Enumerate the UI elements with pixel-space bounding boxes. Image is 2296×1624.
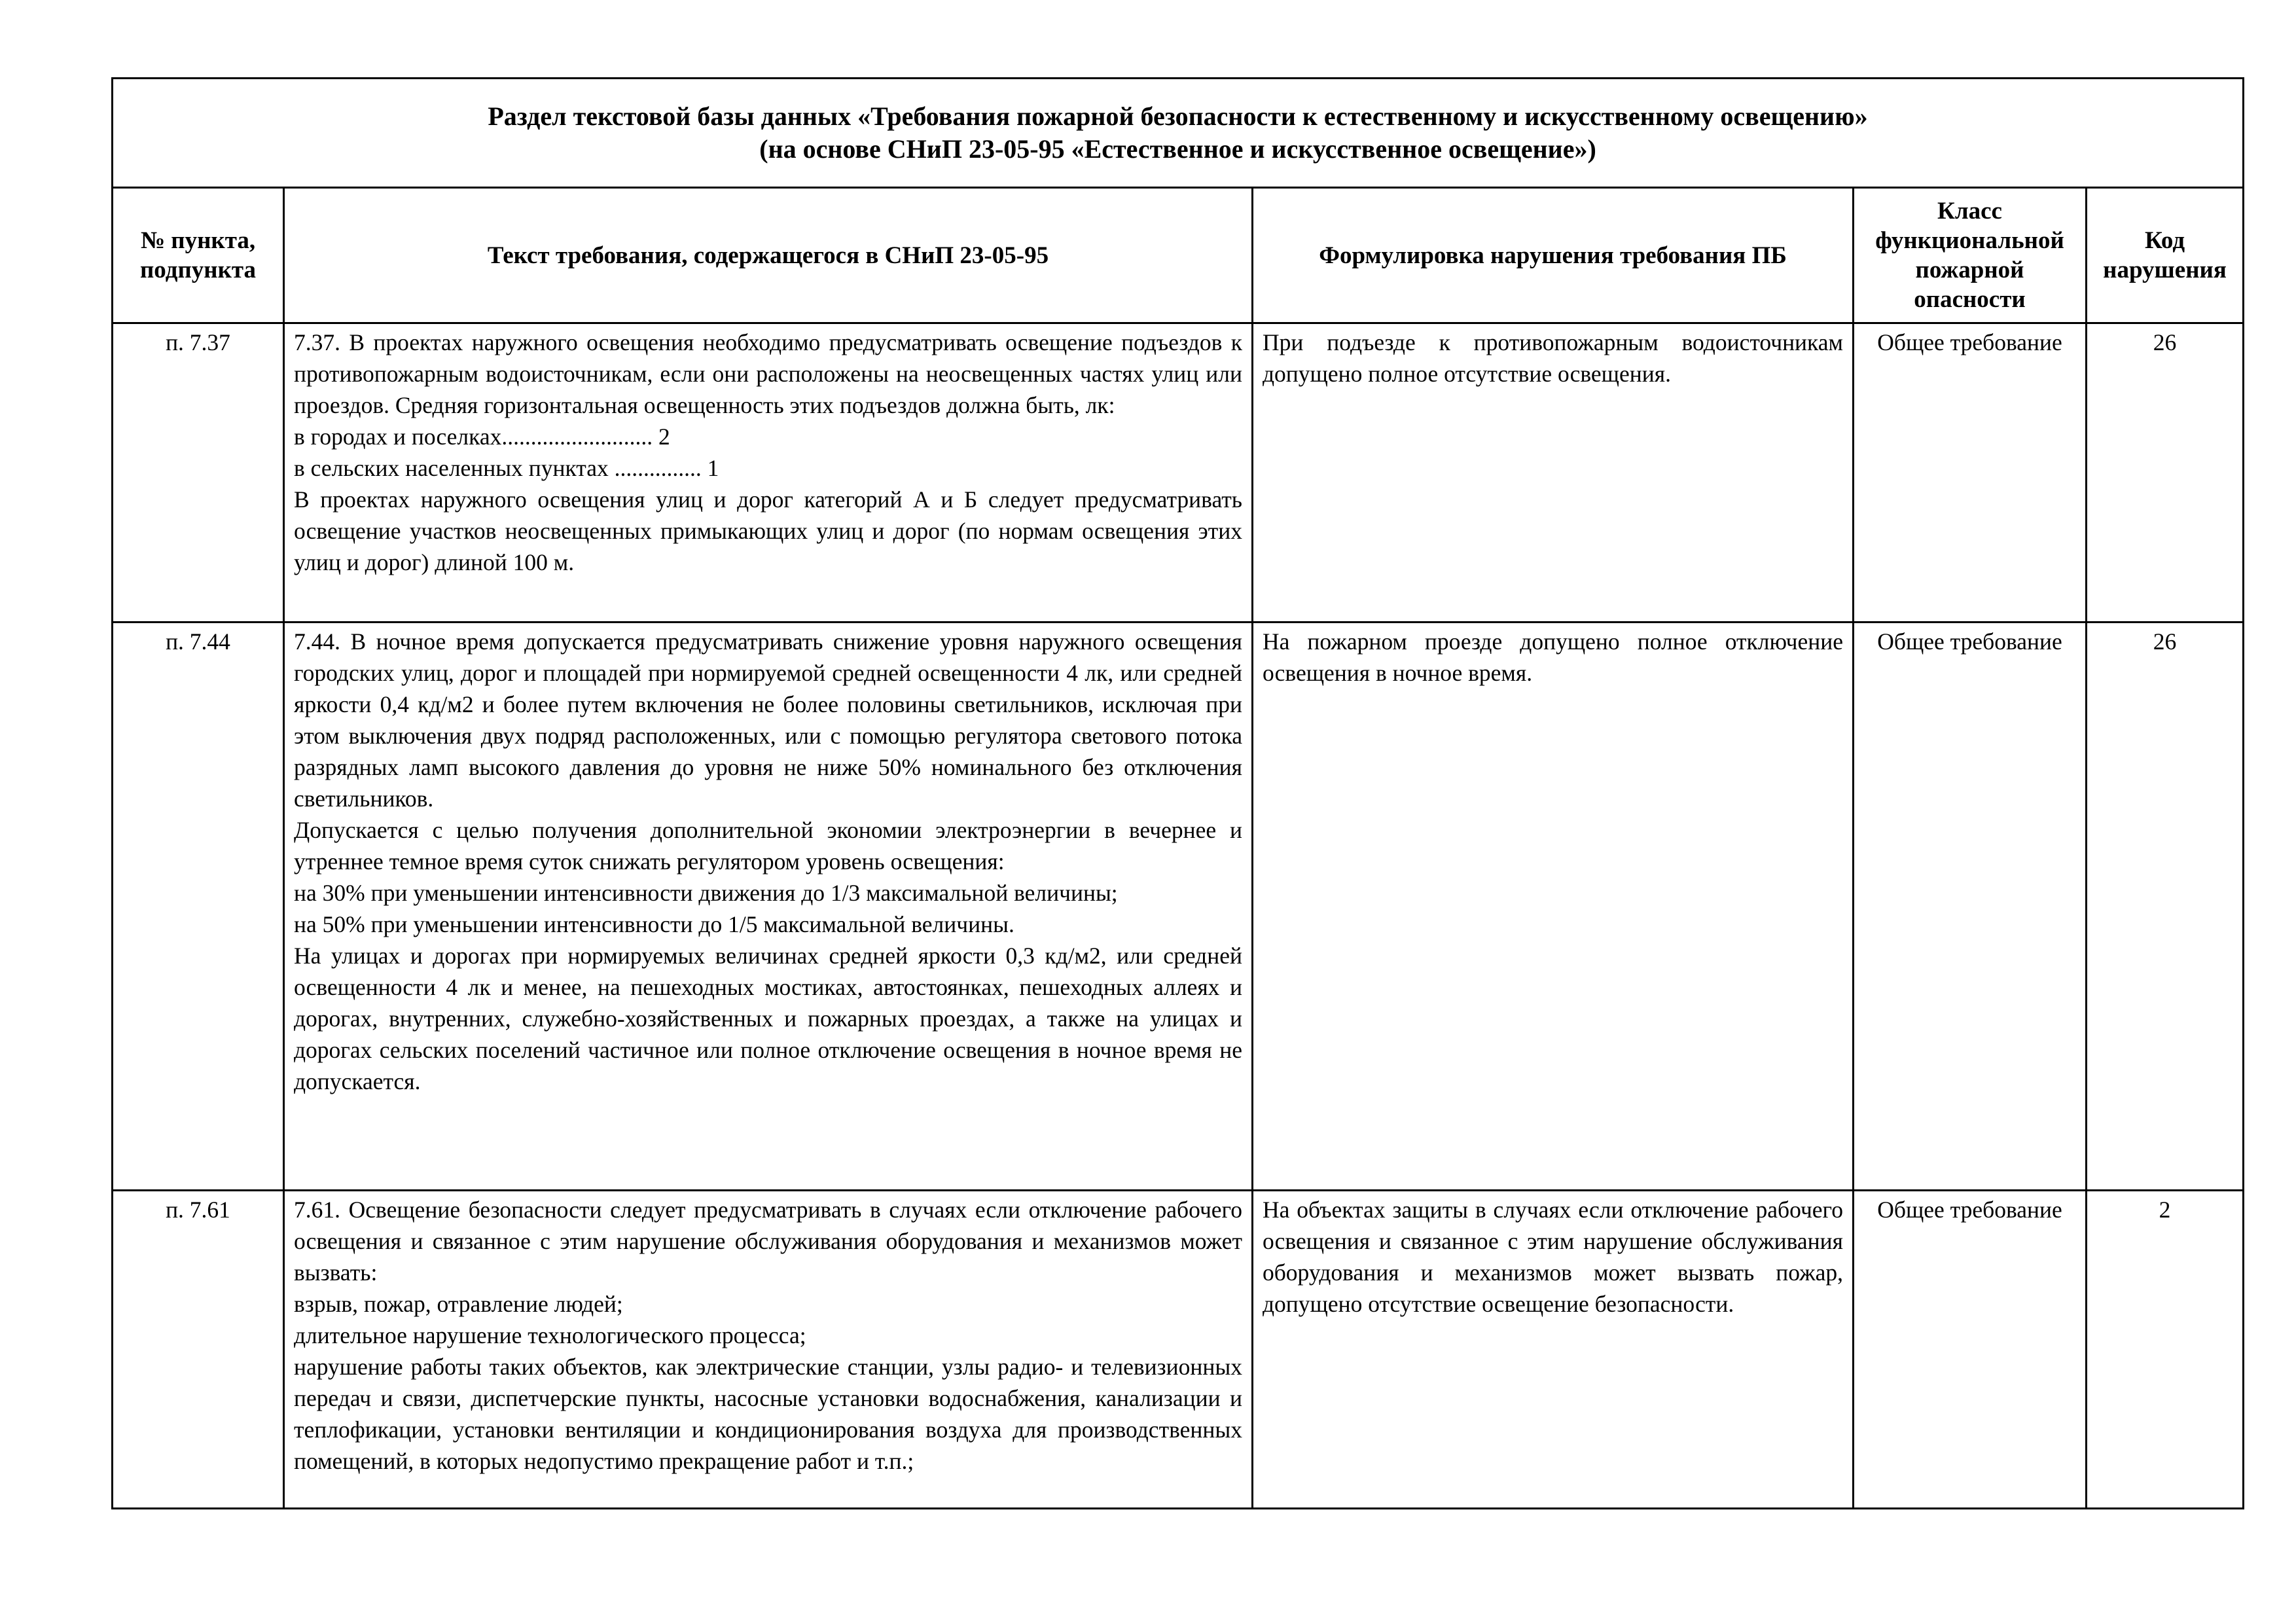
row-requirement	[284, 323, 1253, 623]
requirement-paragraph: 7.61. Освещение безопасности следует предусматривать в случаях если отключение рабочего освещения и связанное с этим нарушение обслуживания оборудования и механизмов может вызвать:	[294, 1197, 1248, 1286]
row-num: п. 7.61	[113, 1191, 284, 1509]
row-violation: На объектах защиты в случаях если отключение рабочего освещения и связанное с этим нарушение обслуживания оборудования и механизмов может вызвать пожар, допущено отсутствие освещение безопасности.	[1253, 1191, 1854, 1509]
title-line-2: (на основе СНиП 23-05-95 «Естественное и искусственное освещение»)	[759, 134, 1596, 164]
requirement-paragraph: взрыв, пожар, отравление людей;	[294, 1291, 623, 1317]
header-violation: Формулировка нарушения требования ПБ	[1253, 188, 1854, 323]
requirement-paragraph: В проектах наружного освещения улиц и дорог категорий А и Б следует предусматривать освещение участков неосвещенных примыкающих улиц и дорог (по нормам освещения этих улиц и дорог) длиной 100 м.	[294, 486, 1248, 575]
requirement-paragraph: длительное нарушение технологического процесса;	[294, 1322, 806, 1348]
row-violation: При подъезде к противопожарным водоисточникам допущено полное отсутствие освещения.	[1253, 323, 1854, 623]
table-title	[113, 79, 2244, 188]
requirement-paragraph: в городах и поселках.......................... 2	[294, 424, 670, 450]
requirement-paragraph: на 50% при уменьшении интенсивности до 1/5 максимальной величины.	[294, 911, 1014, 937]
title-line-1: Раздел текстовой базы данных «Требования пожарной безопасности к естественному и искусственному освещению»	[488, 101, 1868, 131]
row-class: Общее требование	[1854, 623, 2087, 1191]
row-violation: На пожарном проезде допущено полное отключение освещения в ночное время.	[1253, 623, 1854, 1191]
row-code: 2	[2087, 1191, 2244, 1509]
row-requirement	[284, 1191, 1253, 1509]
header-class: Класс функциональной пожарной опасности	[1854, 188, 2087, 323]
row-num: п. 7.44	[113, 623, 284, 1191]
requirement-paragraph: нарушение работы таких объектов, как электрические станции, узлы радио- и телевизионных передач и связи, диспетчерские пункты, насосные установки водоснабжения, канализации и теплофикации, установки вентиляции и кондиционирования воздуха для производственных помещений, в которых недопустимо прекращение работ и т.п.;	[294, 1354, 1248, 1474]
requirement-paragraph: в сельских населенных пунктах ............... 1	[294, 455, 719, 481]
row-code: 26	[2087, 623, 2244, 1191]
requirements-table	[111, 77, 2244, 1509]
row-num: п. 7.37	[113, 323, 284, 623]
table-row	[113, 323, 2244, 623]
header-row	[113, 188, 2244, 323]
requirement-paragraph: 7.37. В проектах наружного освещения необходимо предусматривать освещение подъездов к противопожарным водоисточникам, если они расположены на неосвещенных частях улиц или проездов. Средняя горизонтальная освещенность этих подъездов должна быть, лк:	[294, 329, 1248, 418]
title-row	[113, 79, 2244, 188]
header-code: Код нарушения	[2087, 188, 2244, 323]
row-code: 26	[2087, 323, 2244, 623]
row-requirement	[284, 623, 1253, 1191]
table-row	[113, 1191, 2244, 1509]
requirement-paragraph: 7.44. В ночное время допускается предусматривать снижение уровня наружного освещения городских улиц, дорог и площадей при нормируемой средней освещенности 4 лк, или средней яркости 0,4 кд/м2 и более путем включения не более половины светильников, исключая при этом выключения двух подряд расположенных, или с помощью регулятора светового потока разрядных ламп высокого давления до уровня не ниже 50% номинального без отключения светильников.	[294, 628, 1248, 812]
table-row	[113, 623, 2244, 1191]
requirement-paragraph: На улицах и дорогах при нормируемых величинах средней яркости 0,3 кд/м2, или средней освещенности 4 лк и менее, на пешеходных мостиках, автостоянках, пешеходных аллеях и дорогах, внутренних, служебно-хозяйственных и пожарных проездах, а также на улицах и дорогах сельских поселений частичное или полное отключение освещения в ночное время не допускается.	[294, 943, 1248, 1094]
row-class: Общее требование	[1854, 1191, 2087, 1509]
requirement-paragraph: на 30% при уменьшении интенсивности движения до 1/3 максимальной величины;	[294, 880, 1118, 906]
requirement-paragraph: Допускается с целью получения дополнительной экономии электроэнергии в вечернее и утреннее темное время суток снижать регулятором уровень освещения:	[294, 817, 1248, 875]
header-num: № пункта, подпункта	[113, 188, 284, 323]
header-requirement: Текст требования, содержащегося в СНиП 23-05-95	[284, 188, 1253, 323]
row-class: Общее требование	[1854, 323, 2087, 623]
